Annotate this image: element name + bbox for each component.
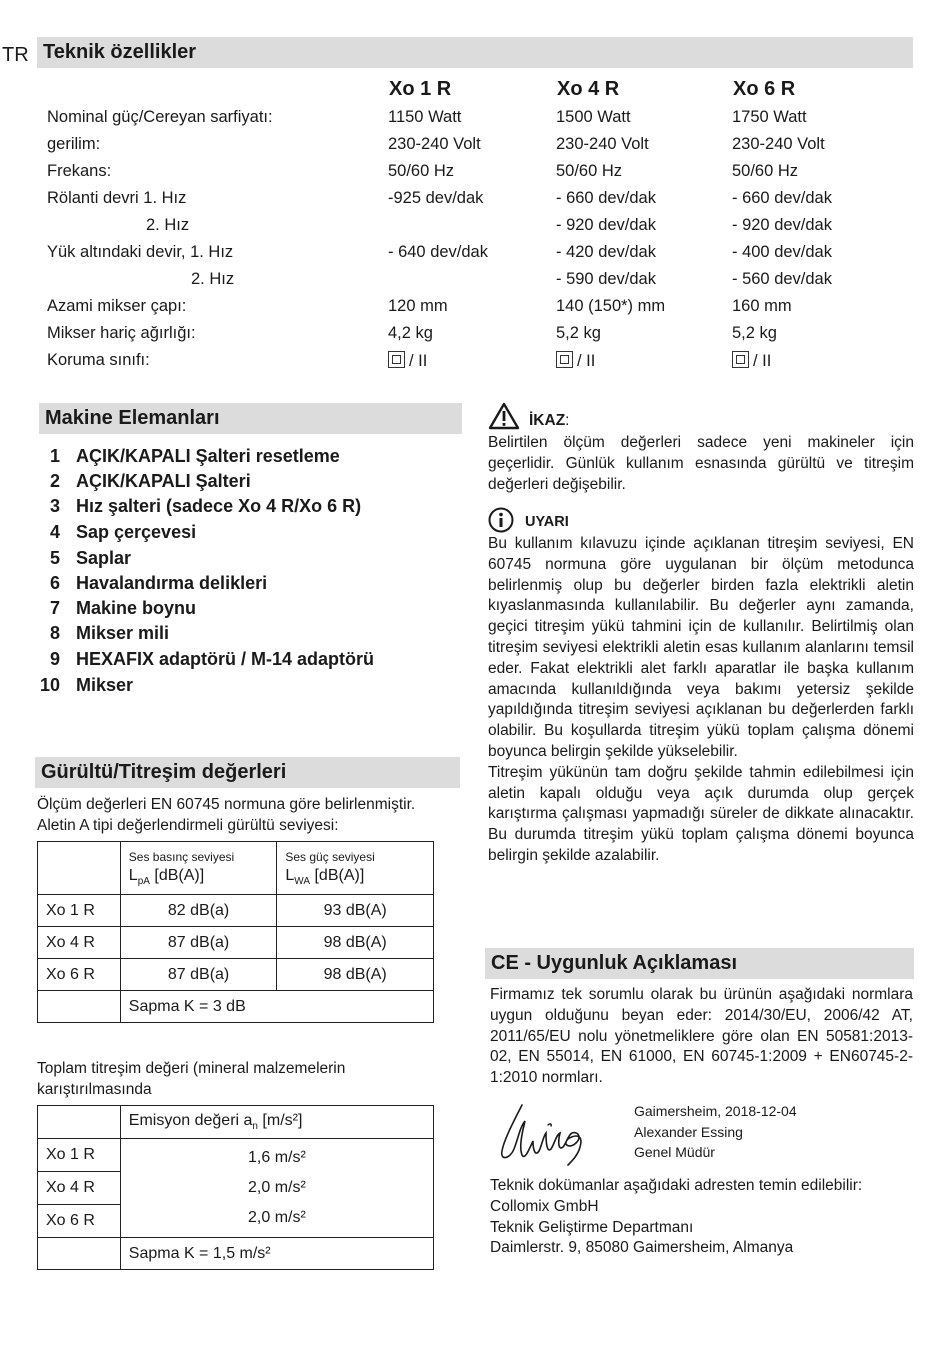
parts-title: Makine Elemanları bbox=[45, 407, 220, 429]
spec-value: / II bbox=[577, 352, 596, 370]
spec-row bbox=[47, 135, 907, 162]
spec-value: 160 mm bbox=[732, 297, 792, 315]
vibration-intro-line-2: karıştırılmasında bbox=[37, 1080, 152, 1098]
sound-power-unit: [dB(A)] bbox=[310, 867, 365, 884]
tech-docs-address bbox=[490, 1176, 915, 1259]
ce-title: CE - Uygunluk Açıklaması bbox=[491, 952, 737, 974]
info-paragraph-2: Titreşim yükünün tam doğru şekilde tahmin edilebilmesi için aletin kapalı olduğu veya açık durumda olup gerçek karıştırma çalışması yapmadığı süreler de dikkate alınacaktır. Bu durumda titreşim yükü toplam çalışma dönemi boyunca belirgin şekilde azalabilir. bbox=[488, 763, 914, 864]
specs-title-bar bbox=[37, 37, 913, 68]
spec-label: gerilim: bbox=[47, 135, 101, 153]
spec-value: 230-240 Volt bbox=[556, 135, 649, 153]
spec-value: 5,2 kg bbox=[732, 324, 777, 342]
spec-value: 140 (150*) mm bbox=[556, 297, 666, 315]
sound-pressure-unit: [dB(A)] bbox=[149, 867, 205, 884]
table-row bbox=[38, 1238, 434, 1270]
spec-value: - 590 dev/dak bbox=[556, 270, 656, 288]
parts-title-bar bbox=[39, 403, 462, 434]
spec-value: - 420 dev/dak bbox=[556, 243, 656, 261]
model-header-3: Xo 6 R bbox=[733, 78, 796, 100]
table-header-cell bbox=[277, 842, 434, 895]
deviation-cell: Sapma K = 3 dB bbox=[120, 991, 433, 1023]
item-number: 2 bbox=[49, 471, 60, 491]
spec-value: 50/60 Hz bbox=[388, 162, 455, 180]
spec-label: 2. Hız bbox=[146, 216, 190, 234]
language-code: TR bbox=[2, 44, 29, 66]
table-cell bbox=[38, 1238, 121, 1270]
spec-row bbox=[47, 297, 907, 324]
item-number: 10 bbox=[39, 675, 60, 695]
emission-header-subscript: n bbox=[252, 1121, 258, 1133]
spec-label: Yük altındaki devir, 1. Hız bbox=[47, 243, 234, 261]
lwa-cell: 93 dB(A) bbox=[277, 895, 434, 927]
ce-text: Firmamız tek sorumlu olarak bu ürünün aşağıdaki normlara uygun olduğunu beyan eder: 2014/30/EU, 2006/42 AT, 2011/65/EU nolu yönetmeliklere göre olan EN 50581:2013-02, EN 55014, EN 61000, EN 60745-1:2009 + EN60745-2-1:2010 normları. bbox=[490, 986, 913, 1087]
spec-row bbox=[47, 108, 907, 135]
table-header-row bbox=[38, 842, 434, 895]
signature-image bbox=[492, 1097, 602, 1169]
item-label: Saplar bbox=[76, 548, 132, 568]
spec-label: Koruma sınıfı: bbox=[47, 351, 150, 369]
info-title: UYARI bbox=[525, 514, 569, 530]
place-date: Gaimersheim, 2018-12-04 bbox=[634, 1103, 797, 1119]
deviation-cell: Sapma K = 1,5 m/s² bbox=[120, 1238, 433, 1270]
table-row bbox=[38, 1139, 434, 1238]
spec-row bbox=[47, 189, 907, 216]
noise-title: Gürültü/Titreşim değerleri bbox=[41, 761, 287, 783]
model-cell: Xo 1 R bbox=[38, 1139, 120, 1172]
item-number: 1 bbox=[49, 446, 60, 466]
model-header-2: Xo 4 R bbox=[557, 78, 620, 100]
spec-label: Frekans: bbox=[47, 162, 112, 180]
spec-value: 230-240 Volt bbox=[388, 135, 481, 153]
emission-header-unit: [m/s²] bbox=[257, 1111, 303, 1129]
model-cell: Xo 4 R bbox=[38, 927, 121, 959]
spec-value: 1500 Watt bbox=[556, 108, 631, 126]
spec-value: - 400 dev/dak bbox=[732, 243, 832, 261]
table-row bbox=[38, 895, 434, 927]
spec-value: - 560 dev/dak bbox=[732, 270, 832, 288]
spec-label: Azami mikser çapı: bbox=[47, 297, 187, 315]
sound-pressure-symbol: L bbox=[128, 867, 138, 884]
spec-value: / II bbox=[753, 352, 772, 370]
spec-value: 1150 Watt bbox=[388, 108, 462, 126]
spec-row bbox=[47, 324, 907, 351]
signature-block bbox=[634, 1101, 797, 1163]
model-cell: Xo 6 R bbox=[46, 1212, 95, 1229]
emission-header-label: Emisyon değeri a bbox=[128, 1111, 253, 1129]
model-cell: Xo 1 R bbox=[38, 895, 121, 927]
item-label: Sap çerçevesi bbox=[76, 522, 197, 542]
lpa-cell: 87 dB(a) bbox=[120, 927, 277, 959]
item-label: Hız şalteri (sadece Xo 4 R/Xo 6 R) bbox=[76, 496, 362, 516]
spec-value: - 920 dev/dak bbox=[556, 216, 656, 234]
emission-value: 2,0 m/s² bbox=[248, 1179, 306, 1196]
noise-intro-line-1: Ölçüm değerleri EN 60745 normuna göre belirlenmiştir. bbox=[37, 796, 416, 813]
noise-intro bbox=[37, 795, 467, 837]
lpa-cell: 82 dB(a) bbox=[120, 895, 277, 927]
spec-value: 5,2 kg bbox=[556, 324, 601, 342]
signatory-role: Genel Müdür bbox=[634, 1144, 715, 1160]
spec-value: 50/60 Hz bbox=[556, 162, 623, 180]
warning-triangle-icon bbox=[488, 402, 520, 430]
info-text bbox=[488, 534, 914, 867]
spec-row bbox=[47, 216, 907, 243]
item-label: HEXAFIX adaptörü / M-14 adaptörü bbox=[76, 649, 375, 669]
item-label: Havalandırma delikleri bbox=[76, 573, 268, 593]
spec-label: Nominal güç/Cereyan sarfiyatı: bbox=[47, 108, 273, 126]
docs-intro: Teknik dokümanlar aşağıdaki adresten temin edilebilir: bbox=[490, 1177, 863, 1194]
item-number: 6 bbox=[49, 573, 60, 593]
spec-row bbox=[47, 270, 907, 297]
sound-pressure-label: Ses basınç seviyesi bbox=[128, 850, 235, 864]
item-number: 5 bbox=[49, 548, 60, 568]
spec-value: -925 dev/dak bbox=[388, 189, 484, 207]
street-address: Daimlerstr. 9, 85080 Gaimersheim, Almanya bbox=[490, 1239, 794, 1257]
spec-row bbox=[47, 351, 907, 378]
spec-row bbox=[47, 243, 907, 270]
lpa-cell: 87 dB(a) bbox=[120, 959, 277, 991]
info-paragraph-1: Bu kullanım kılavuzu içinde açıklanan titreşim seviyesi, EN 60745 normuna göre uygulanan bir ölçüm metodunca belirlenmiş olup bu değerler birden fazla elektrikli aletin kıyaslanmasında kullanılabilir. Bu değerler aynı zamanda, geçici titreşim yükü tahmini için de kullanılır. Belirtilmiş olan titreşim seviyesi elektrikli aletin esas kullanım alanlarını temsil eder. Fakat elektrikli alet farklı aparatlar ile başka kullanım amacında kullanıldığında veya bakımı yetersiz şekilde yapıldığında titreşim seviyesi açıklanan bu değerlerden farklı olabilir. Bu koşullarda titreşim yükü toplam çalışma dönemi boyunca belirgin şekilde yükselebilir. bbox=[488, 535, 914, 760]
item-label: Mikser mili bbox=[76, 623, 170, 643]
department-name: Teknik Geliştirme Departmanı bbox=[490, 1218, 694, 1236]
company-name: Collomix GmbH bbox=[490, 1197, 599, 1215]
spec-label: Mikser hariç ağırlığı: bbox=[47, 324, 196, 342]
sound-pressure-subscript: pA bbox=[137, 876, 150, 888]
spec-value: 1750 Watt bbox=[732, 108, 807, 126]
emission-value: 1,6 m/s² bbox=[248, 1149, 306, 1166]
item-label: Mikser bbox=[76, 675, 134, 695]
vibration-intro bbox=[37, 1059, 467, 1101]
noise-table bbox=[37, 841, 434, 1023]
spec-value: - 640 dev/dak bbox=[388, 243, 488, 261]
spec-label: Rölanti devri 1. Hız bbox=[47, 189, 187, 207]
spec-value: 50/60 Hz bbox=[732, 162, 799, 180]
spec-value: - 660 dev/dak bbox=[732, 189, 832, 207]
table-row bbox=[38, 991, 434, 1023]
sound-power-symbol: L bbox=[285, 867, 295, 884]
protection-class-icon bbox=[732, 351, 749, 368]
emission-header bbox=[120, 1106, 433, 1139]
model-cell: Xo 6 R bbox=[38, 959, 121, 991]
item-label: AÇIK/KAPALI Şalteri resetleme bbox=[76, 446, 340, 466]
spec-value: 120 mm bbox=[388, 297, 448, 315]
protection-class-icon bbox=[556, 351, 573, 368]
warning-title-colon: : bbox=[565, 412, 570, 429]
lwa-cell: 98 dB(A) bbox=[277, 959, 434, 991]
model-cell: Xo 4 R bbox=[38, 1172, 120, 1205]
spec-row bbox=[47, 162, 907, 189]
table-cell bbox=[38, 842, 121, 895]
spec-value: 4,2 kg bbox=[388, 324, 433, 342]
item-number: 9 bbox=[49, 649, 60, 669]
sound-power-label: Ses güç seviyesi bbox=[285, 850, 375, 864]
item-number: 8 bbox=[49, 623, 60, 643]
item-number: 7 bbox=[49, 598, 60, 618]
table-cell bbox=[38, 991, 121, 1023]
warning-text: Belirtilen ölçüm değerleri sadece yeni makineler için geçerlidir. Günlük kullanım esnasında gürültü ve titreşim değerleri değişebilir. bbox=[488, 434, 914, 493]
spec-value: 230-240 Volt bbox=[732, 135, 825, 153]
spec-value: / II bbox=[409, 352, 428, 370]
specs-title: Teknik özellikler bbox=[43, 41, 197, 63]
table-row bbox=[38, 959, 434, 991]
model-column bbox=[38, 1139, 121, 1238]
vibration-table bbox=[37, 1105, 434, 1270]
emission-values bbox=[120, 1139, 433, 1238]
spec-value: - 660 dev/dak bbox=[556, 189, 656, 207]
lwa-cell: 98 dB(A) bbox=[277, 927, 434, 959]
warning-title: İKAZ bbox=[529, 412, 566, 429]
protection-class-icon bbox=[388, 351, 405, 368]
signatory-name: Alexander Essing bbox=[634, 1123, 743, 1140]
table-cell bbox=[38, 1106, 121, 1139]
model-header-1: Xo 1 R bbox=[389, 78, 452, 100]
table-row bbox=[38, 927, 434, 959]
spec-value: - 920 dev/dak bbox=[732, 216, 832, 234]
noise-intro-line-2: Aletin A tipi değerlendirmeli gürültü seviyesi: bbox=[37, 816, 339, 834]
spec-label: 2. Hız bbox=[191, 270, 235, 288]
noise-title-bar bbox=[35, 757, 460, 788]
info-icon bbox=[488, 507, 514, 533]
item-label: AÇIK/KAPALI Şalteri bbox=[76, 471, 251, 491]
item-label: Makine boynu bbox=[76, 598, 197, 618]
item-number: 3 bbox=[49, 496, 60, 516]
ce-title-bar bbox=[485, 948, 914, 979]
vibration-intro-line-1: Toplam titreşim değeri (mineral malzemelerin bbox=[37, 1060, 346, 1077]
emission-value: 2,0 m/s² bbox=[248, 1209, 306, 1226]
sound-power-subscript: WA bbox=[294, 876, 311, 888]
table-header-row bbox=[38, 1106, 434, 1139]
item-number: 4 bbox=[49, 522, 60, 542]
table-header-cell bbox=[120, 842, 277, 895]
